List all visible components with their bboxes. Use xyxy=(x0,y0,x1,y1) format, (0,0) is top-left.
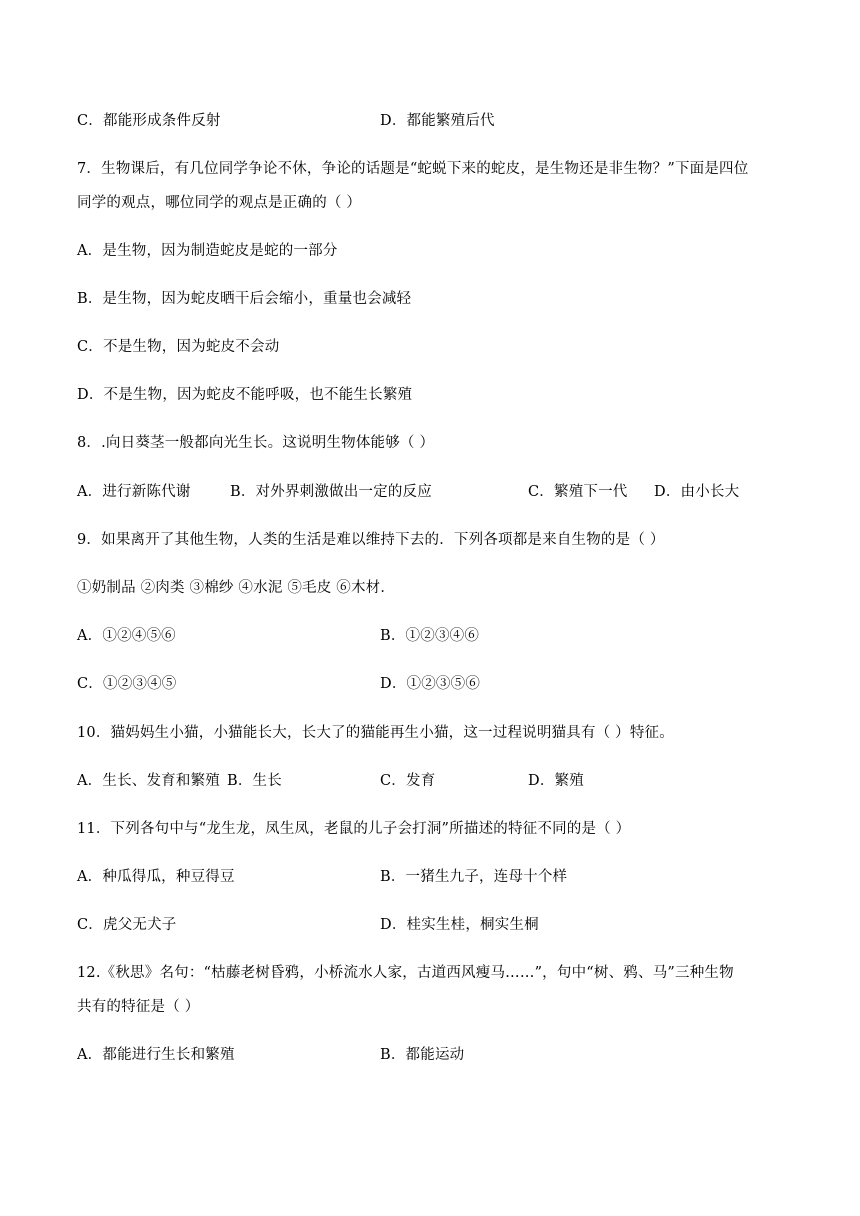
q8-option-c: C．繁殖下一代 xyxy=(528,484,628,500)
q12-option-a: A．都能进行生长和繁殖 xyxy=(77,1047,235,1063)
q9-stem: 9．如果离开了其他生物，人类的生活是难以维持下去的．下列各项都是来自生物的是（ ） xyxy=(77,532,665,548)
q10-option-a: A．生长、发育和繁殖 xyxy=(77,773,220,789)
q10-option-b: B．生长 xyxy=(227,773,282,789)
q9-option-d: D．①②③⑤⑥ xyxy=(380,676,481,692)
q8-option-b: B．对外界刺激做出一定的反应 xyxy=(230,484,432,500)
q10-stem: 10．猫妈妈生小猫，小猫能长大，长大了的猫能再生小猫，这一过程说明猫具有（ ）特征。 xyxy=(77,725,674,741)
q10-option-c: C．发育 xyxy=(380,773,436,789)
q9-option-c: C．①②③④⑤ xyxy=(77,676,177,692)
q12-stem-line2: 共有的特征是（ ） xyxy=(77,999,200,1015)
q7-option-b: B．是生物，因为蛇皮晒干后会缩小，重量也会减轻 xyxy=(77,291,412,307)
q7-option-c: C．不是生物，因为蛇皮不会动 xyxy=(77,339,280,355)
q8-option-a: A．进行新陈代谢 xyxy=(77,484,191,500)
q11-stem: 11．下列各句中与“龙生龙，凤生凤，老鼠的儿子会打洞”所描述的特征不同的是（ ） xyxy=(77,821,631,837)
q7-stem-line2: 同学的观点，哪位同学的观点是正确的（ ） xyxy=(77,195,362,211)
q11-option-c: C．虎父无犬子 xyxy=(77,917,177,933)
q7-option-d: D．不是生物，因为蛇皮不能呼吸，也不能生长繁殖 xyxy=(77,387,413,403)
q12-stem-line1: 12.《秋思》名句：“枯藤老树昏鸦，小桥流水人家，古道西风瘦马……”，句中“树、鸦、马”三种生物 xyxy=(77,965,734,981)
q11-option-a: A．种瓜得瓜，种豆得豆 xyxy=(77,869,235,885)
q11-option-d: D．桂实生桂，桐实生桐 xyxy=(380,917,539,933)
q6-option-c: C．都能形成条件反射 xyxy=(77,113,221,129)
q8-stem: 8．.向日葵茎一般都向光生长。这说明生物体能够（ ） xyxy=(77,435,435,451)
q7-stem-line1: 7．生物课后，有几位同学争论不休，争论的话题是“蛇蜕下来的蛇皮，是生物还是非生物？”下面是四位 xyxy=(77,161,749,177)
q6-option-d: D．都能繁殖后代 xyxy=(380,113,495,129)
q12-option-b: B．都能运动 xyxy=(380,1047,465,1063)
q8-option-d: D．由小长大 xyxy=(654,484,740,500)
q9-option-a: A．①②④⑤⑥ xyxy=(77,628,176,644)
q9-items: ①奶制品 ②肉类 ③棉纱 ④水泥 ⑤毛皮 ⑥木材． xyxy=(77,580,396,596)
q9-option-b: B．①②③④⑥ xyxy=(380,628,480,644)
q11-option-b: B．一猪生九子，连母十个样 xyxy=(380,869,568,885)
q10-option-d: D．繁殖 xyxy=(528,773,584,789)
q7-option-a: A．是生物，因为制造蛇皮是蛇的一部分 xyxy=(77,243,338,259)
